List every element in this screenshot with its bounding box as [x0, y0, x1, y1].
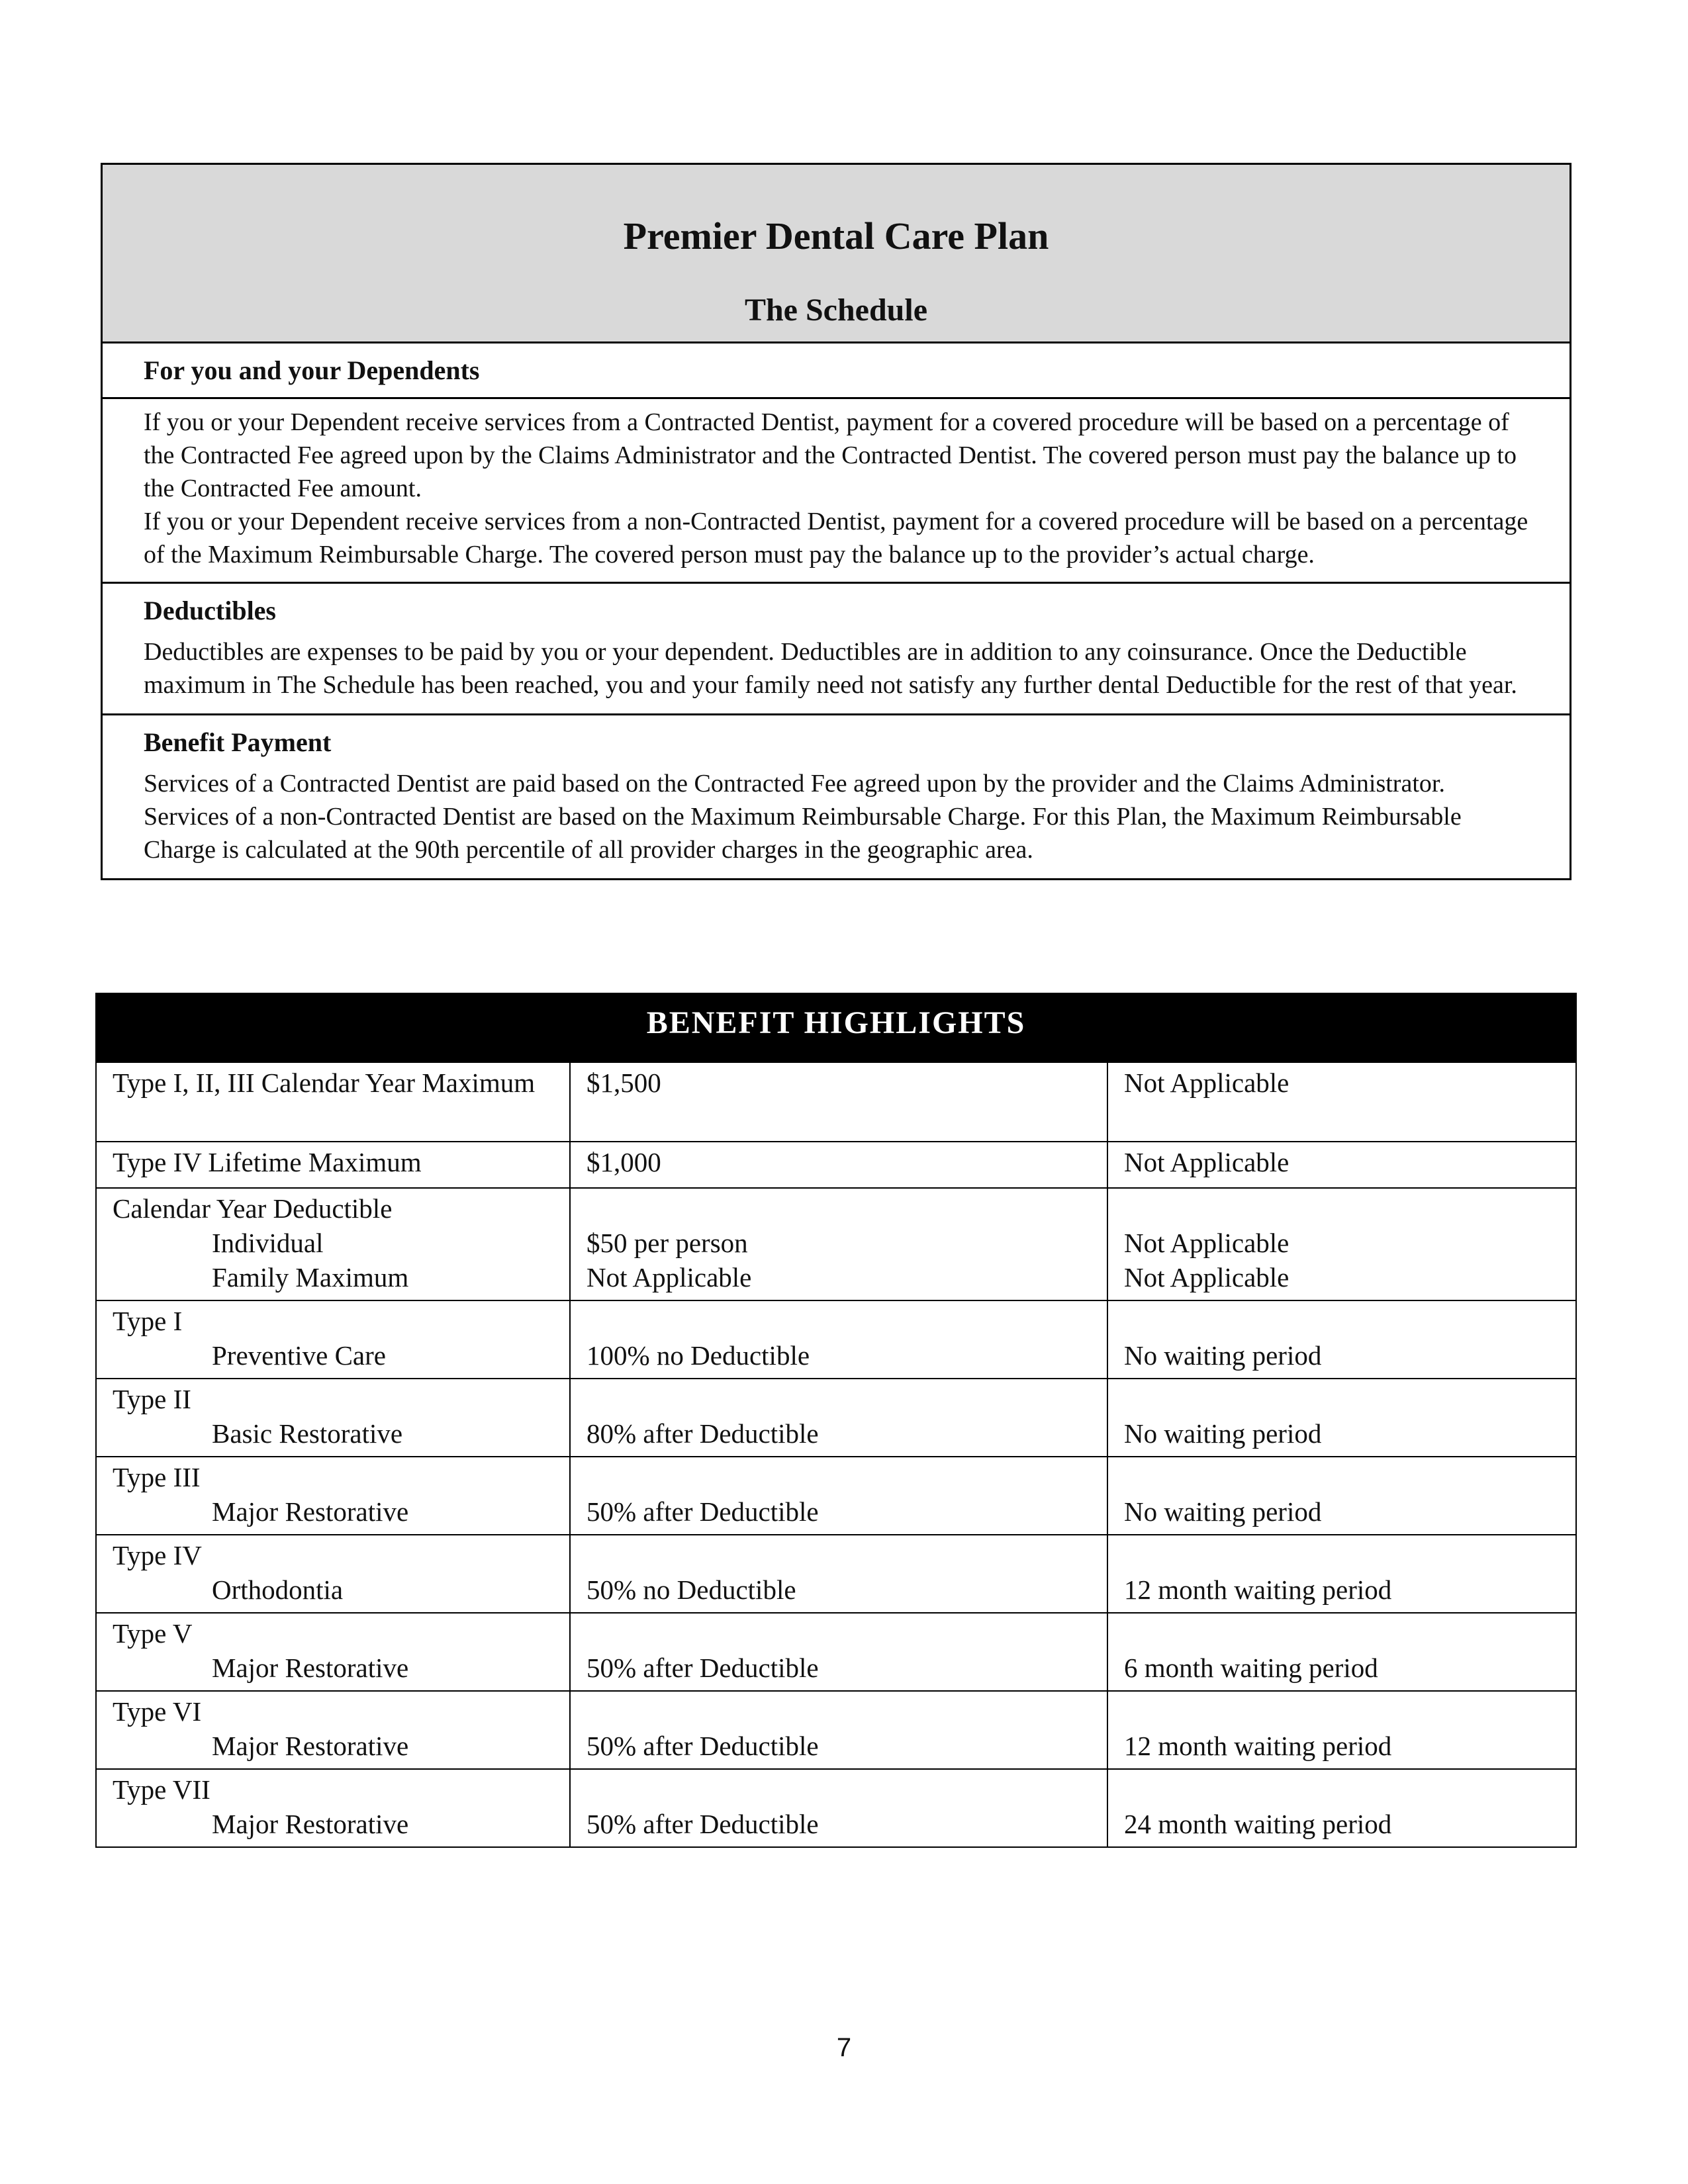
row-note: Not Applicable	[1107, 1062, 1576, 1142]
type-sublabel: Basic Restorative	[212, 1418, 403, 1449]
row-label: Calendar Year Deductible	[113, 1193, 393, 1224]
row-value: Not Applicable	[586, 1262, 752, 1293]
dependents-heading-row	[103, 343, 1570, 399]
coverage-value: 50% after Deductible	[586, 1653, 819, 1683]
benefit-payment-heading: Benefit Payment	[144, 727, 332, 757]
row-label: Type I, II, III Calendar Year Maximum	[96, 1062, 570, 1142]
type-sublabel: Orthodontia	[212, 1574, 344, 1605]
plan-title: Premier Dental Care Plan	[623, 214, 1049, 257]
header-band	[103, 165, 1570, 343]
benefit-payment-section	[103, 715, 1570, 878]
schedule-box	[101, 163, 1571, 880]
table-row	[96, 1769, 1576, 1847]
coverage-value: 50% after Deductible	[586, 1809, 819, 1839]
waiting-period: No waiting period	[1124, 1418, 1322, 1449]
table-row	[96, 1535, 1576, 1613]
benefit-payment-paragraph-1: Services of a Contracted Dentist are paid based on the Contracted Fee agreed upon by the provider and the Claims Administrator.	[144, 770, 1445, 797]
schedule-subtitle: The Schedule	[744, 293, 928, 328]
table-row	[96, 1379, 1576, 1457]
coverage-value: 50% no Deductible	[586, 1574, 796, 1605]
type-label: Type II	[113, 1384, 191, 1414]
dependents-section	[103, 399, 1570, 584]
waiting-period: 12 month waiting period	[1124, 1731, 1392, 1761]
waiting-period: No waiting period	[1124, 1496, 1322, 1527]
type-sublabel: Major Restorative	[212, 1653, 409, 1683]
type-label: Type V	[113, 1618, 193, 1649]
type-sublabel: Major Restorative	[212, 1496, 409, 1527]
type-rows	[96, 1300, 1576, 1847]
table-row	[96, 1457, 1576, 1535]
coverage-value: 100% no Deductible	[586, 1340, 810, 1371]
waiting-period: 12 month waiting period	[1124, 1574, 1392, 1605]
deductibles-heading: Deductibles	[144, 596, 276, 625]
page-number: 7	[836, 2033, 852, 2062]
type-label: Type I	[113, 1306, 183, 1336]
type-label: Type III	[113, 1462, 201, 1492]
table-row	[96, 1300, 1576, 1379]
row-sublabel: Family Maximum	[212, 1262, 409, 1293]
type-sublabel: Major Restorative	[212, 1731, 409, 1761]
type-sublabel: Preventive Care	[212, 1340, 386, 1371]
row-note: Not Applicable	[1124, 1262, 1289, 1293]
dependents-paragraph-2: If you or your Dependent receive services from a non-Contracted Dentist, payment for a covered procedure will be based on a percentage of the Maximum Reimbursable Charge. The covered person must pay the balance up to the provider’s actual charge.	[144, 508, 1528, 569]
row-note: Not Applicable	[1124, 1228, 1289, 1258]
row-note: Not Applicable	[1107, 1142, 1576, 1188]
row-value: $1,000	[570, 1142, 1107, 1188]
waiting-period: 24 month waiting period	[1124, 1809, 1392, 1839]
benefit-highlights-table	[95, 993, 1577, 1848]
row-value: $50 per person	[586, 1228, 748, 1258]
type-label: Type IV	[113, 1540, 202, 1570]
row-label: Type IV Lifetime Maximum	[96, 1142, 570, 1188]
type-label: Type VI	[113, 1696, 202, 1727]
table-row	[96, 1613, 1576, 1691]
benefit-payment-paragraph-2: Services of a non-Contracted Dentist are based on the Maximum Reimbursable Charge. For this Plan, the Maximum Reimbursable Charge is calculated at the 90th percentile of all provider charges in the geographic area.	[144, 803, 1462, 864]
table-row	[96, 1691, 1576, 1769]
dependents-paragraph-1: If you or your Dependent receive services from a Contracted Dentist, payment for a covered procedure will be based on a percentage of the Contracted Fee agreed upon by the Claims Administrator and the Contracted Dentist. The covered person must pay the balance up to the Contracted Fee amount.	[144, 408, 1517, 502]
deductibles-paragraph: Deductibles are expenses to be paid by you or your dependent. Deductibles are in addition to any coinsurance. Once the Deductible maximum in The Schedule has been reached, you and your family need not satisfy any further dental Deductible for the rest of that year.	[144, 638, 1517, 699]
row-sublabel: Individual	[212, 1228, 324, 1258]
type-sublabel: Major Restorative	[212, 1809, 409, 1839]
deductibles-section	[103, 584, 1570, 715]
coverage-value: 50% after Deductible	[586, 1496, 819, 1527]
waiting-period: 6 month waiting period	[1124, 1653, 1378, 1683]
table-row	[96, 1188, 1576, 1300]
table-row	[96, 1062, 1576, 1142]
coverage-value: 80% after Deductible	[586, 1418, 819, 1449]
type-label: Type VII	[113, 1774, 211, 1805]
dependents-heading: For you and your Dependents	[144, 355, 480, 385]
table-row	[96, 1142, 1576, 1188]
benefit-highlights-header-row	[96, 993, 1576, 1062]
row-value: $1,500	[570, 1062, 1107, 1142]
waiting-period: No waiting period	[1124, 1340, 1322, 1371]
coverage-value: 50% after Deductible	[586, 1731, 819, 1761]
benefit-highlights-heading: BENEFIT HIGHLIGHTS	[96, 993, 1576, 1062]
